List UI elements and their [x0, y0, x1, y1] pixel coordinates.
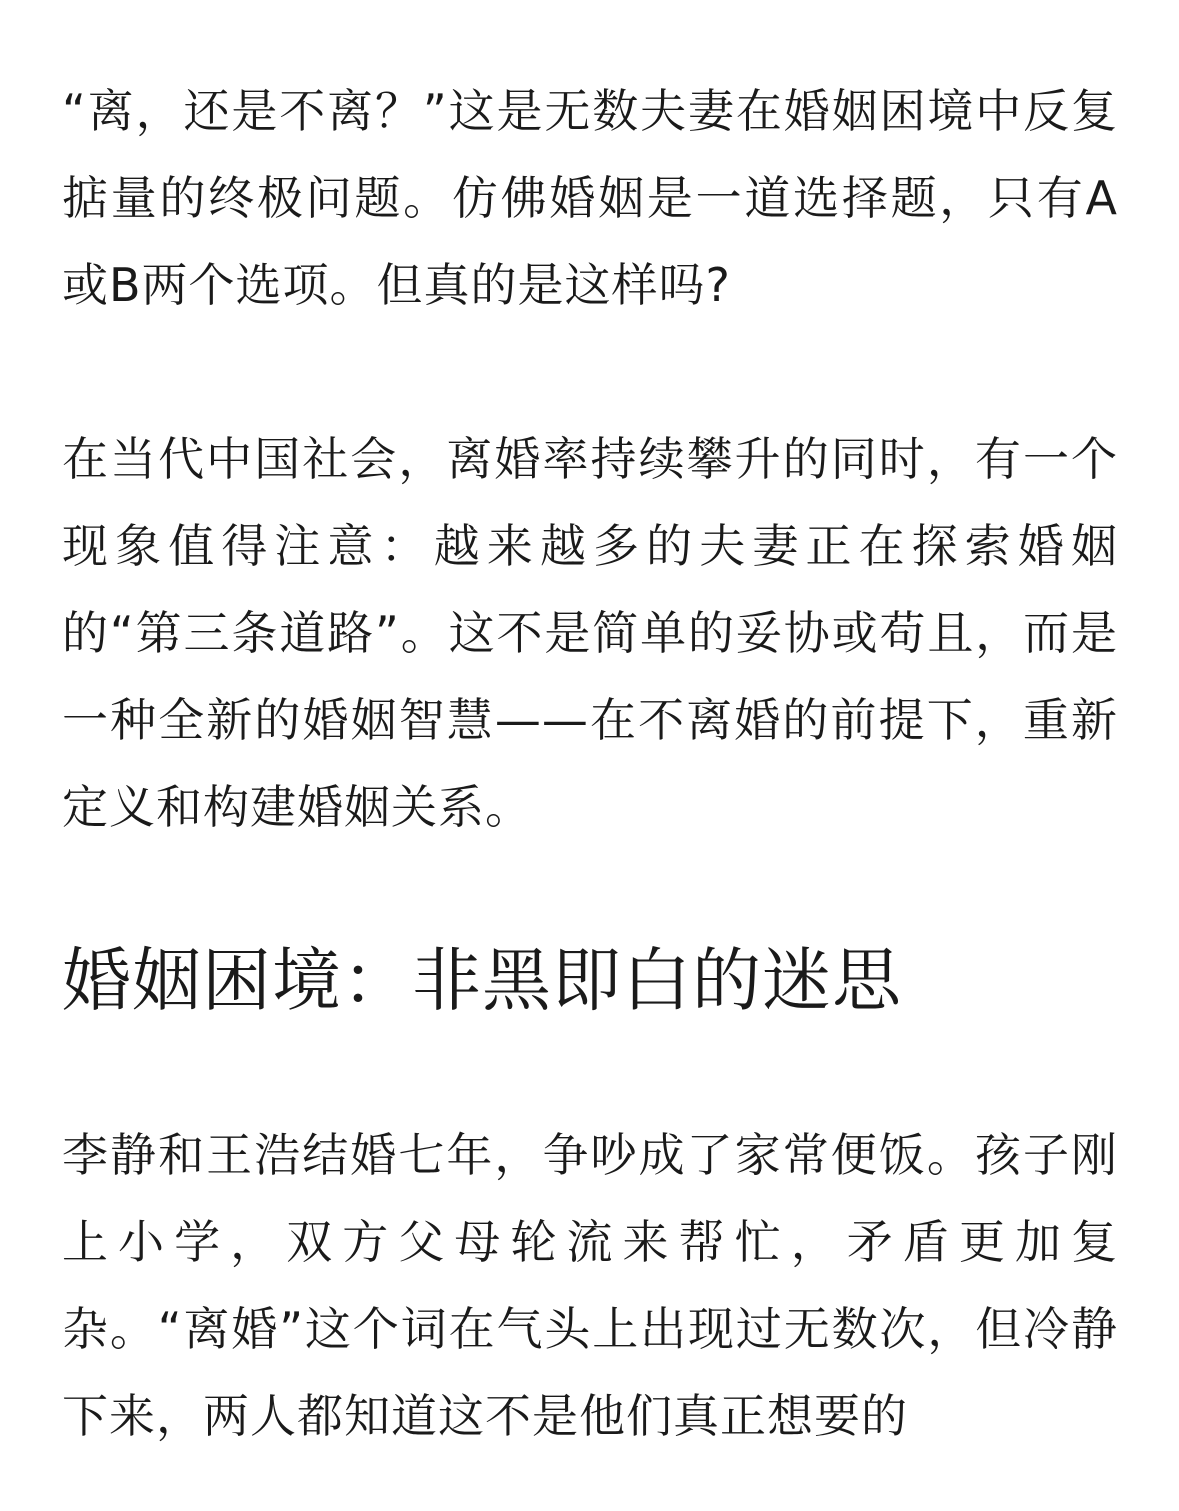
article-body — [62, 68, 1118, 1460]
intro-paragraph: “离，还是不离？”这是无数夫妻在婚姻困境中反复掂量的终极问题。仿佛婚姻是一道选择题，只有A或B两个选项。但真的是这样吗? — [62, 84, 1118, 312]
story-paragraph: 李静和王浩结婚七年，争吵成了家常便饭。孩子刚上小学，双方父母轮流来帮忙，矛盾更加复杂。“离婚”这个词在气头上出现过无数次，但冷静下来，两人都知道这不是他们真正想要的 — [62, 1128, 1118, 1443]
context-paragraph: 在当代中国社会，离婚率持续攀升的同时，有一个现象值得注意：越来越多的夫妻正在探索婚姻的“第三条道路”。这不是简单的妥协或苟且，而是一种全新的婚姻智慧——在不离婚的前提下，重新定义和构建婚姻关系。 — [62, 432, 1118, 834]
section-heading: 婚姻困境：非黑即白的迷思 — [62, 941, 902, 1021]
